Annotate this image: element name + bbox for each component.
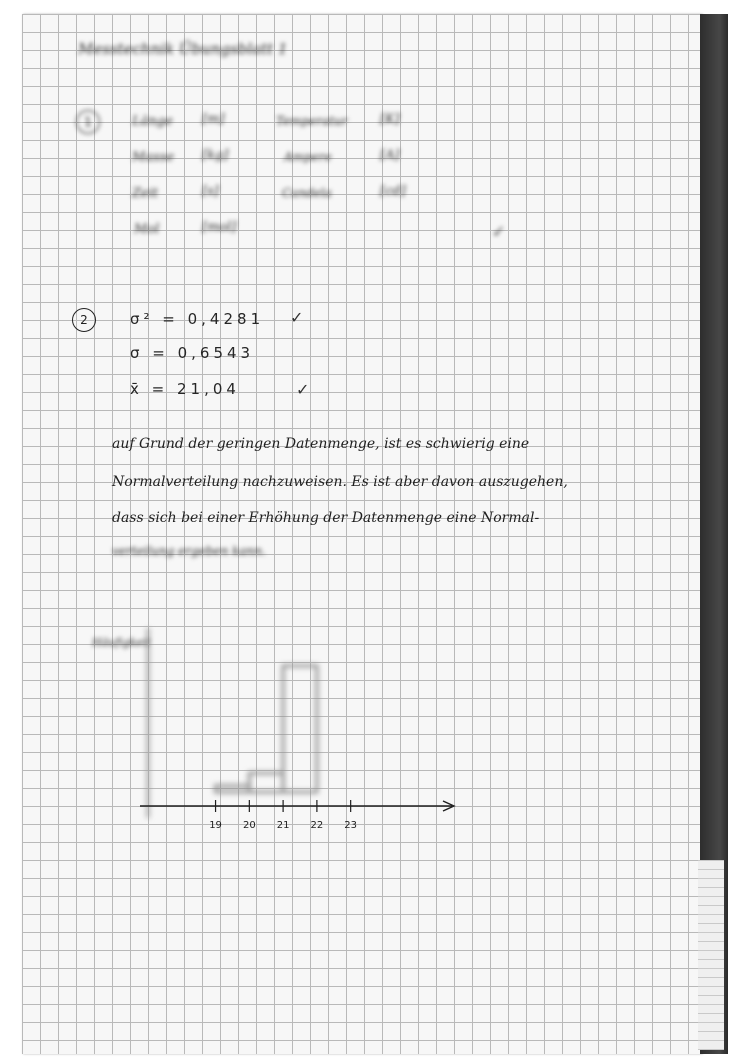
conclusion-line-1: auf Grund der geringen Datenmenge, ist es schwierig eine (112, 436, 530, 452)
unit-quantity-length: Länge (132, 114, 173, 129)
check-mark-section-1: ✓ (492, 222, 506, 241)
check-mark-mean: ✓ (296, 380, 310, 399)
section-1-number: 1 (76, 110, 100, 134)
x-tick-label-19: 19 (209, 820, 222, 831)
check-mark-variance: ✓ (290, 308, 304, 327)
unit-ampere: [A] (380, 148, 400, 163)
unit-quantity-ampere: Ampere (284, 150, 332, 164)
unit-quantity-candela: Candela (282, 186, 332, 200)
section-2-number: 2 (72, 308, 96, 332)
unit-length: [m] (202, 112, 225, 127)
conclusion-line-2: Normalverteilung nachzuweisen. Es ist aber davon auszugehen, (112, 474, 568, 490)
sheet-title: Messtechnik Übungsblatt 1 (78, 40, 288, 58)
x-tick-label-23: 23 (344, 820, 358, 831)
unit-quantity-mol: Mol (134, 222, 160, 237)
histogram-bar-1 (216, 786, 250, 792)
unit-mass: [kg] (202, 148, 229, 163)
unit-temperature: [K] (380, 112, 400, 127)
unit-quantity-mass: Masse (132, 150, 175, 165)
histogram-y-label: Häufigkeit (92, 636, 151, 649)
x-tick-label-21: 21 (276, 820, 290, 831)
variance-value: σ² = 0,4281 (130, 310, 265, 328)
histogram-bar-3 (283, 666, 317, 792)
conclusion-line-3: dass sich bei einer Erhöhung der Datenmenge eine Normal- (112, 510, 540, 526)
mean-value: x̄ = 21,04 (130, 380, 240, 398)
stddev-value: σ = 0,6543 (130, 344, 255, 362)
unit-mol: [mol] (202, 220, 237, 235)
unit-quantity-time: Zeit (132, 186, 159, 201)
unit-time: [s] (202, 184, 219, 199)
x-tick-label-22: 22 (310, 820, 324, 831)
conclusion-line-4: verteilung ergeben kann. (112, 544, 266, 558)
unit-candela: [cd] (380, 184, 406, 199)
histogram-bar-2 (249, 773, 283, 792)
unit-quantity-temperature: Temperatur (276, 114, 348, 128)
x-tick-label-20: 20 (242, 820, 256, 831)
